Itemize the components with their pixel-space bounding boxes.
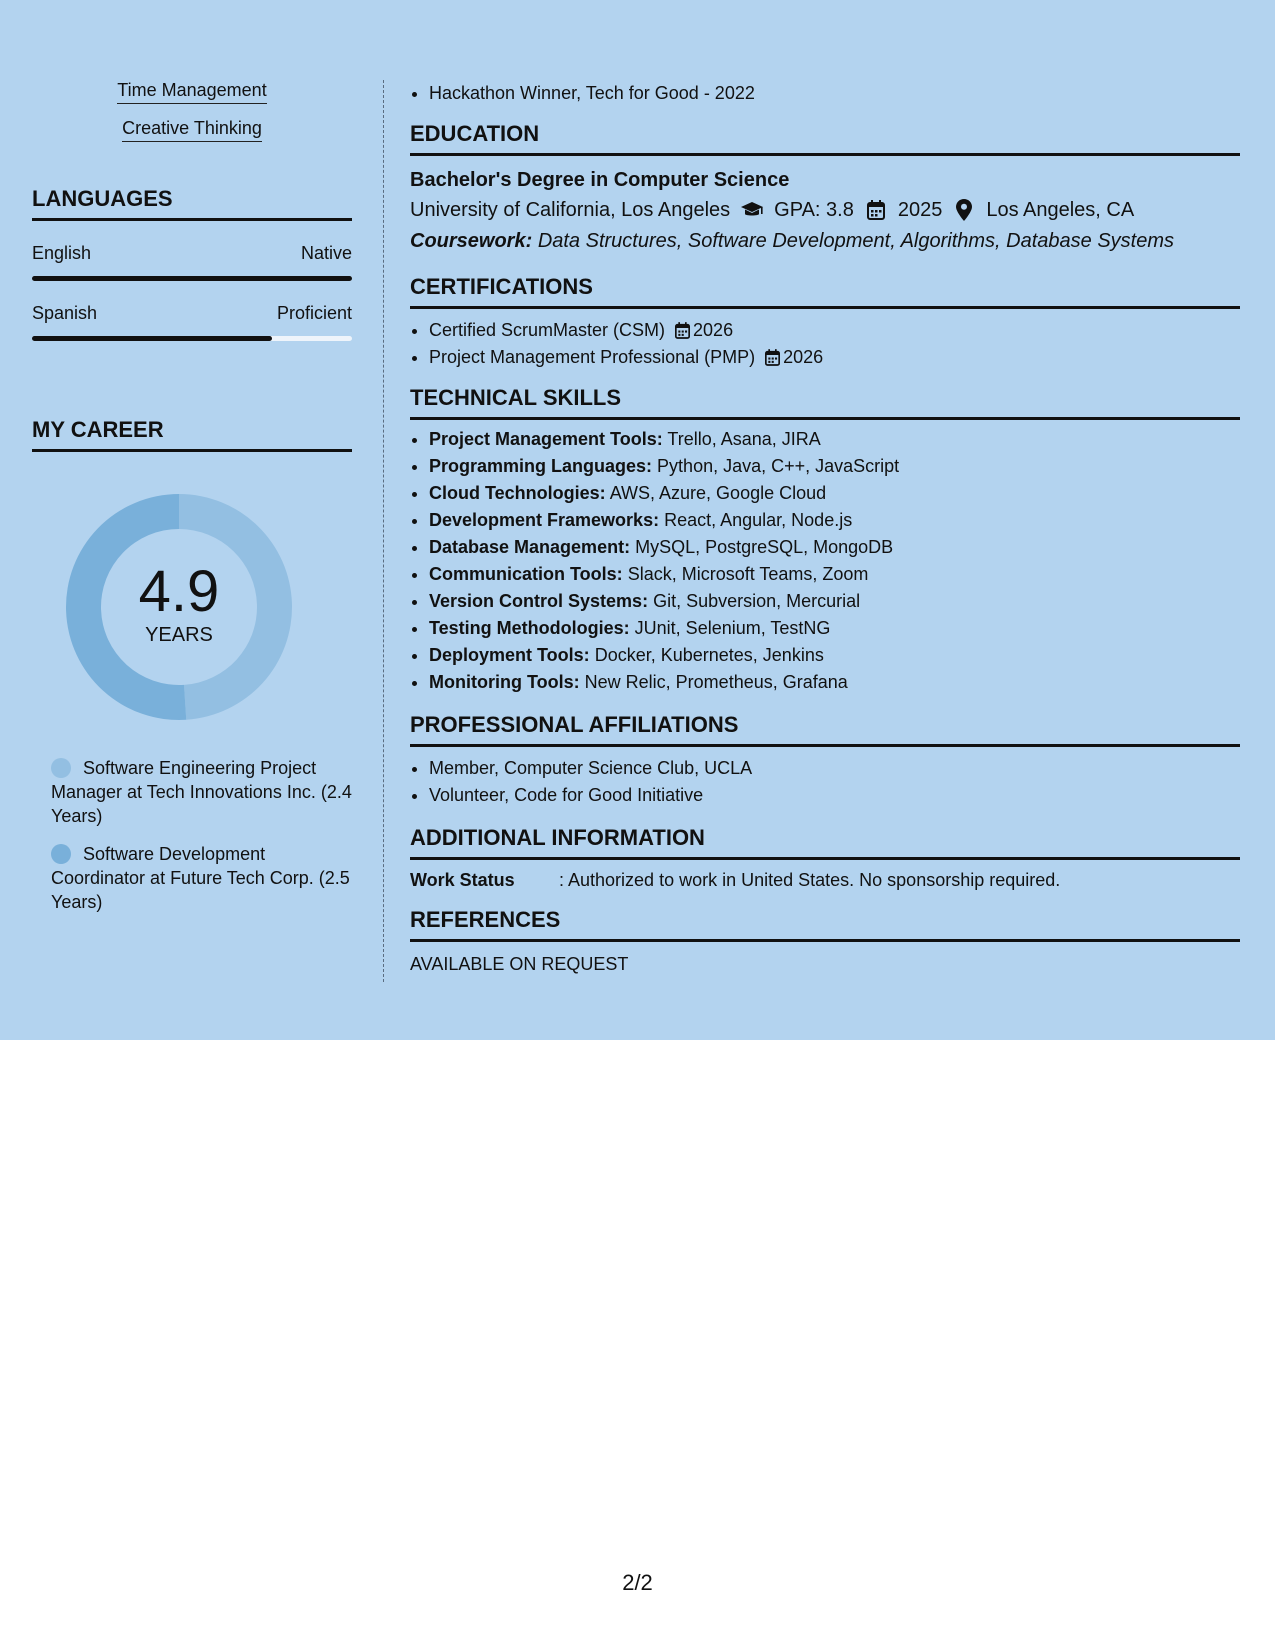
affiliation-item: • Member, Computer Science Club, UCLA <box>429 755 1240 782</box>
career-role-label: Software Development Coordinator at Future Tech Corp. (2.5 Years) <box>51 844 350 912</box>
skill-category: Cloud Technologies: <box>429 483 606 503</box>
skill-item <box>429 615 1240 642</box>
skill-values: JUnit, Selenium, TestNG <box>634 618 831 638</box>
skill-item <box>429 480 1240 507</box>
affiliations-heading: PROFESSIONAL AFFILIATIONS <box>410 712 1240 747</box>
awards-list <box>410 80 1240 107</box>
gpa: GPA: 3.8 <box>774 199 854 221</box>
skill-values: React, Angular, Node.js <box>664 510 853 530</box>
skill-values: Python, Java, C++, JavaScript <box>657 456 900 476</box>
career-years-unit: YEARS <box>145 623 213 646</box>
language-bar <box>32 336 352 341</box>
school-name: University of California, Los Angeles <box>410 199 731 221</box>
references-heading: REFERENCES <box>410 907 1240 942</box>
skill-item <box>429 426 1240 453</box>
skill-category: Monitoring Tools: <box>429 672 580 692</box>
calendar-icon <box>864 198 888 222</box>
skill-item <box>429 507 1240 534</box>
certification-name: Certified ScrumMaster (CSM) <box>429 320 666 340</box>
skill-item <box>429 588 1240 615</box>
skill-category: Project Management Tools: <box>429 429 663 449</box>
page-number: 2/2 <box>622 1570 653 1595</box>
certification-year: 2026 <box>783 347 824 367</box>
references-text: AVAILABLE ON REQUEST <box>410 954 629 974</box>
career-donut-chart <box>64 492 294 722</box>
skill-values: AWS, Azure, Google Cloud <box>609 483 827 503</box>
education-location: Los Angeles, CA <box>986 199 1135 221</box>
career-legend-item <box>51 842 352 914</box>
skill-category: Programming Languages: <box>429 456 653 476</box>
soft-skill-label: Creative Thinking <box>122 118 262 142</box>
left-column <box>32 80 352 928</box>
skill-item <box>429 534 1240 561</box>
language-level: Proficient <box>276 303 352 323</box>
graduation-year: 2025 <box>897 199 943 221</box>
skill-category: Communication Tools: <box>429 564 623 584</box>
technical-skills-list <box>410 426 1240 696</box>
award-item: • Hackathon Winner, Tech for Good - 2022 <box>429 80 1240 107</box>
graduation-cap-icon <box>740 198 764 222</box>
skill-category: Database Management: <box>429 537 631 557</box>
certification-year: 2026 <box>693 320 734 340</box>
legend-dot <box>51 844 71 864</box>
career-role-label: Software Engineering Project Manager at Tech Innovations Inc. (2.4 Years) <box>51 758 352 826</box>
work-status-label: Work Status <box>410 870 515 890</box>
skill-item <box>429 453 1240 480</box>
career-total-years: 4.9 <box>138 558 220 624</box>
skill-category: Testing Methodologies: <box>429 618 630 638</box>
skill-values: Git, Subversion, Mercurial <box>653 591 861 611</box>
skill-item <box>429 669 1240 696</box>
education-details <box>410 194 1240 226</box>
skill-values: Slack, Microsoft Teams, Zoom <box>627 564 869 584</box>
coursework-list: Data Structures, Software Development, Algorithms, Database Systems <box>537 230 1175 252</box>
skill-values: Docker, Kubernetes, Jenkins <box>594 645 824 665</box>
certification-item <box>429 317 1240 344</box>
language-bar-fill <box>32 276 352 281</box>
coursework <box>410 226 1240 256</box>
soft-skill <box>32 80 352 104</box>
certification-name: Project Management Professional (PMP) <box>429 347 756 367</box>
language-name: Spanish <box>32 303 98 323</box>
right-column <box>410 80 1240 975</box>
skill-category: Version Control Systems: <box>429 591 649 611</box>
career-legend-item <box>51 756 352 828</box>
language-bar <box>32 276 352 281</box>
languages-heading: LANGUAGES <box>32 186 352 221</box>
education-heading: EDUCATION <box>410 121 1240 156</box>
career-legend <box>32 756 352 914</box>
coursework-label: Coursework: <box>410 230 533 252</box>
language-name: English <box>32 243 92 263</box>
skill-values: Trello, Asana, JIRA <box>667 429 821 449</box>
language-item <box>32 243 352 281</box>
soft-skill-label: Time Management <box>117 80 266 104</box>
skill-values: MySQL, PostgreSQL, MongoDB <box>635 537 894 557</box>
skill-values: New Relic, Prometheus, Grafana <box>584 672 848 692</box>
technical-skills-heading: TECHNICAL SKILLS <box>410 385 1240 420</box>
language-bar-fill <box>32 336 272 341</box>
skill-category: Deployment Tools: <box>429 645 590 665</box>
additional-info-heading: ADDITIONAL INFORMATION <box>410 825 1240 860</box>
column-divider <box>383 80 384 982</box>
language-level: Native <box>300 243 352 263</box>
degree-title: Bachelor's Degree in Computer Science <box>410 169 790 191</box>
certifications-list <box>410 317 1240 371</box>
certification-item <box>429 344 1240 371</box>
certifications-heading: CERTIFICATIONS <box>410 274 1240 309</box>
affiliation-item: • Volunteer, Code for Good Initiative <box>429 782 1240 809</box>
soft-skill <box>32 118 352 142</box>
skill-item <box>429 561 1240 588</box>
legend-dot <box>51 758 71 778</box>
calendar-icon <box>675 322 690 339</box>
language-item <box>32 303 352 341</box>
calendar-icon <box>765 349 780 366</box>
career-heading: MY CAREER <box>32 417 352 452</box>
affiliations-list <box>410 755 1240 809</box>
skill-category: Development Frameworks: <box>429 510 660 530</box>
skill-item <box>429 642 1240 669</box>
map-pin-icon <box>952 198 976 222</box>
work-status-row <box>410 870 1240 891</box>
work-status-value: : Authorized to work in United States. No sponsorship required. <box>559 870 1061 890</box>
